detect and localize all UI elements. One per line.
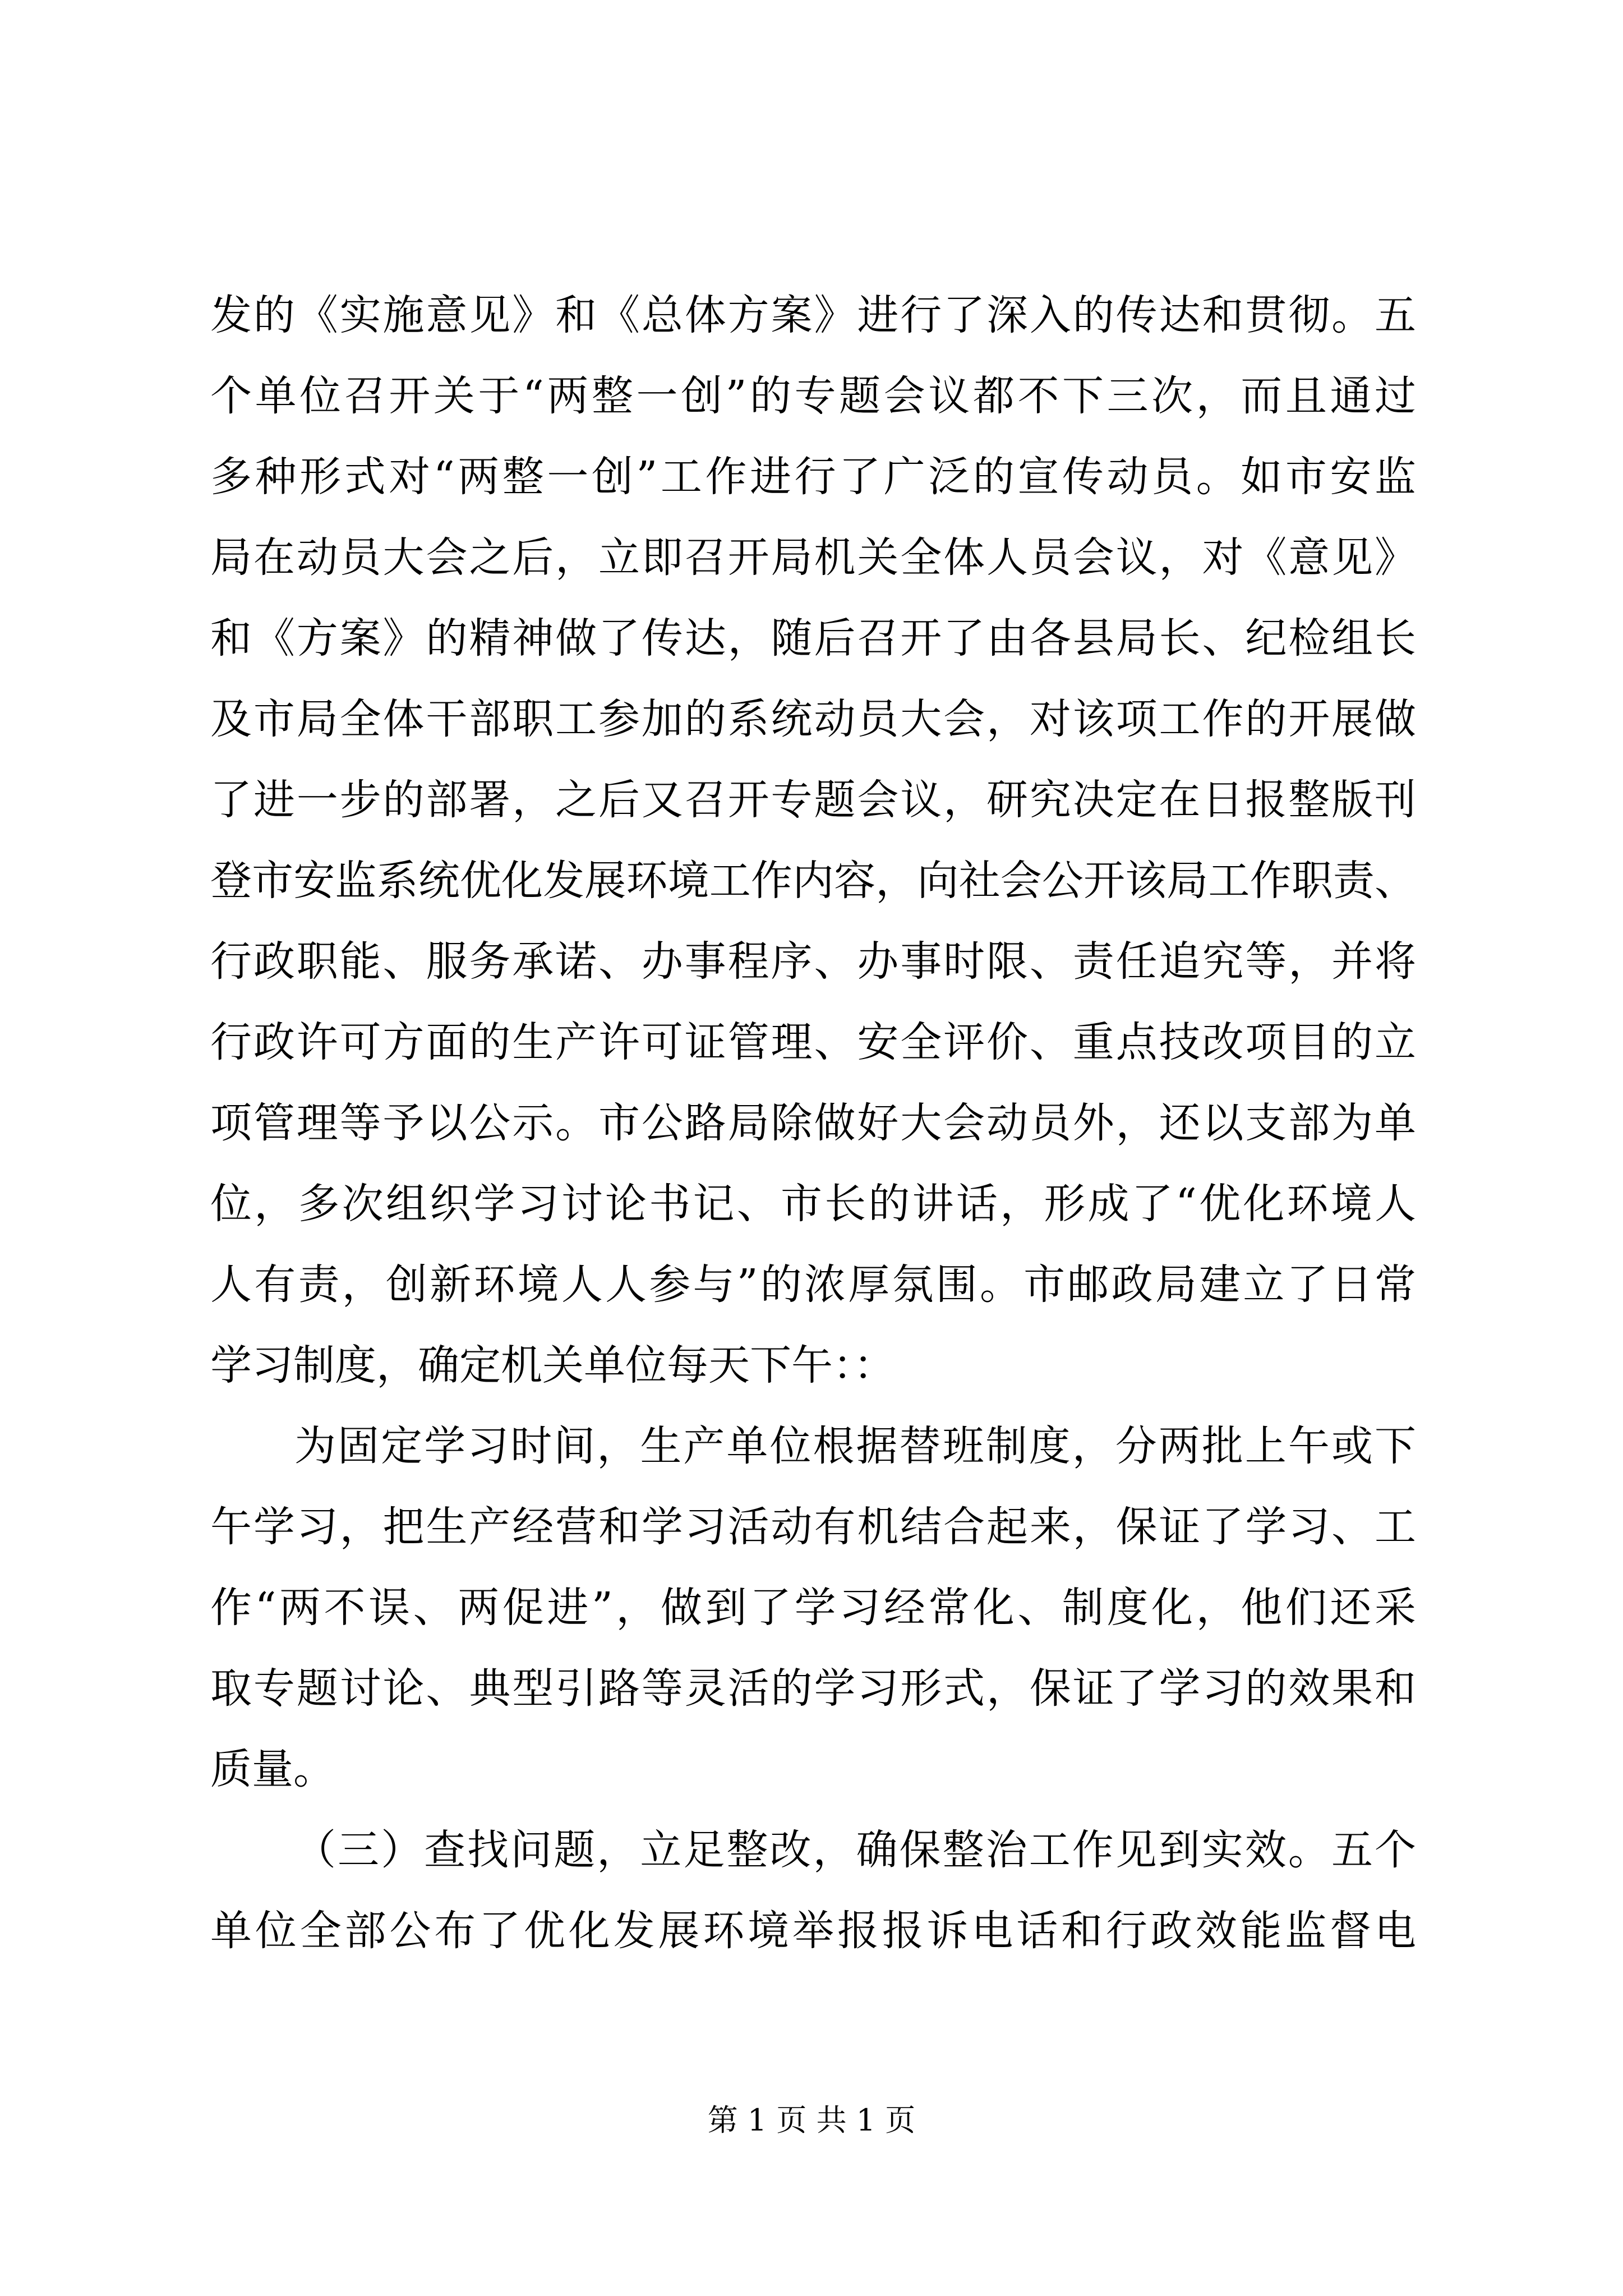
text-line: 位，多次组织学习讨论书记、市长的讲话，形成了“优化环境人 bbox=[210, 1180, 1416, 1228]
text-line: 及市局全体干部职工参加的系统动员大会，对该项工作的开展做 bbox=[210, 695, 1416, 743]
text-line: 了进一步的部署，之后又召开专题会议，研究决定在日报整版刊 bbox=[210, 776, 1416, 824]
text-line: 局在动员大会之后，立即召开局机关全体人员会议，对《意见》 bbox=[210, 533, 1416, 582]
text-line: 多种形式对“两整一创”工作进行了广泛的宣传动员。如市安监 bbox=[210, 453, 1416, 501]
text-line: 为固定学习时间，生产单位根据替班制度，分两批上午或下 bbox=[294, 1422, 1416, 1470]
text-line: 行政职能、服务承诺、办事程序、办事时限、责任追究等，并将 bbox=[210, 937, 1416, 986]
page-number: 第 1 页 共 1 页 bbox=[707, 2102, 916, 2138]
section-heading-line: （三）查找问题，立足整改，确保整治工作见到实效。五个 bbox=[294, 1826, 1416, 1874]
text-line: 质量。 bbox=[210, 1745, 335, 1793]
text-line: 行政许可方面的生产许可证管理、安全评价、重点技改项目的立 bbox=[210, 1018, 1416, 1066]
page-footer bbox=[0, 2101, 1623, 2140]
text-line: 人有责，创新环境人人参与”的浓厚氛围。市邮政局建立了日常 bbox=[210, 1260, 1416, 1309]
text-line: 取专题讨论、典型引路等灵活的学习形式，保证了学习的效果和 bbox=[210, 1664, 1416, 1713]
body-text bbox=[210, 275, 1416, 1971]
text-line: 作“两不误、两促进”，做到了学习经常化、制度化，他们还采 bbox=[210, 1584, 1416, 1632]
text-line: 发的《实施意见》和《总体方案》进行了深入的传达和贯彻。五 bbox=[210, 291, 1416, 339]
text-line: 学习制度，确定机关单位每天下午：： bbox=[210, 1341, 895, 1389]
text-line: 项管理等予以公示。市公路局除做好大会动员外，还以支部为单 bbox=[210, 1099, 1416, 1147]
text-line: 个单位召开关于“两整一创”的专题会议都不下三次，而且通过 bbox=[210, 372, 1416, 420]
text-line: 和《方案》的精神做了传达，随后召开了由各县局长、纪检组长 bbox=[210, 614, 1416, 662]
text-line: 登市安监系统优化发展环境工作内容，向社会公开该局工作职责、 bbox=[210, 857, 1416, 905]
text-line: 午学习，把生产经营和学习活动有机结合起来，保证了学习、工 bbox=[210, 1503, 1416, 1551]
text-line: 单位全部公布了优化发展环境举报报诉电话和行政效能监督电 bbox=[210, 1907, 1416, 1955]
